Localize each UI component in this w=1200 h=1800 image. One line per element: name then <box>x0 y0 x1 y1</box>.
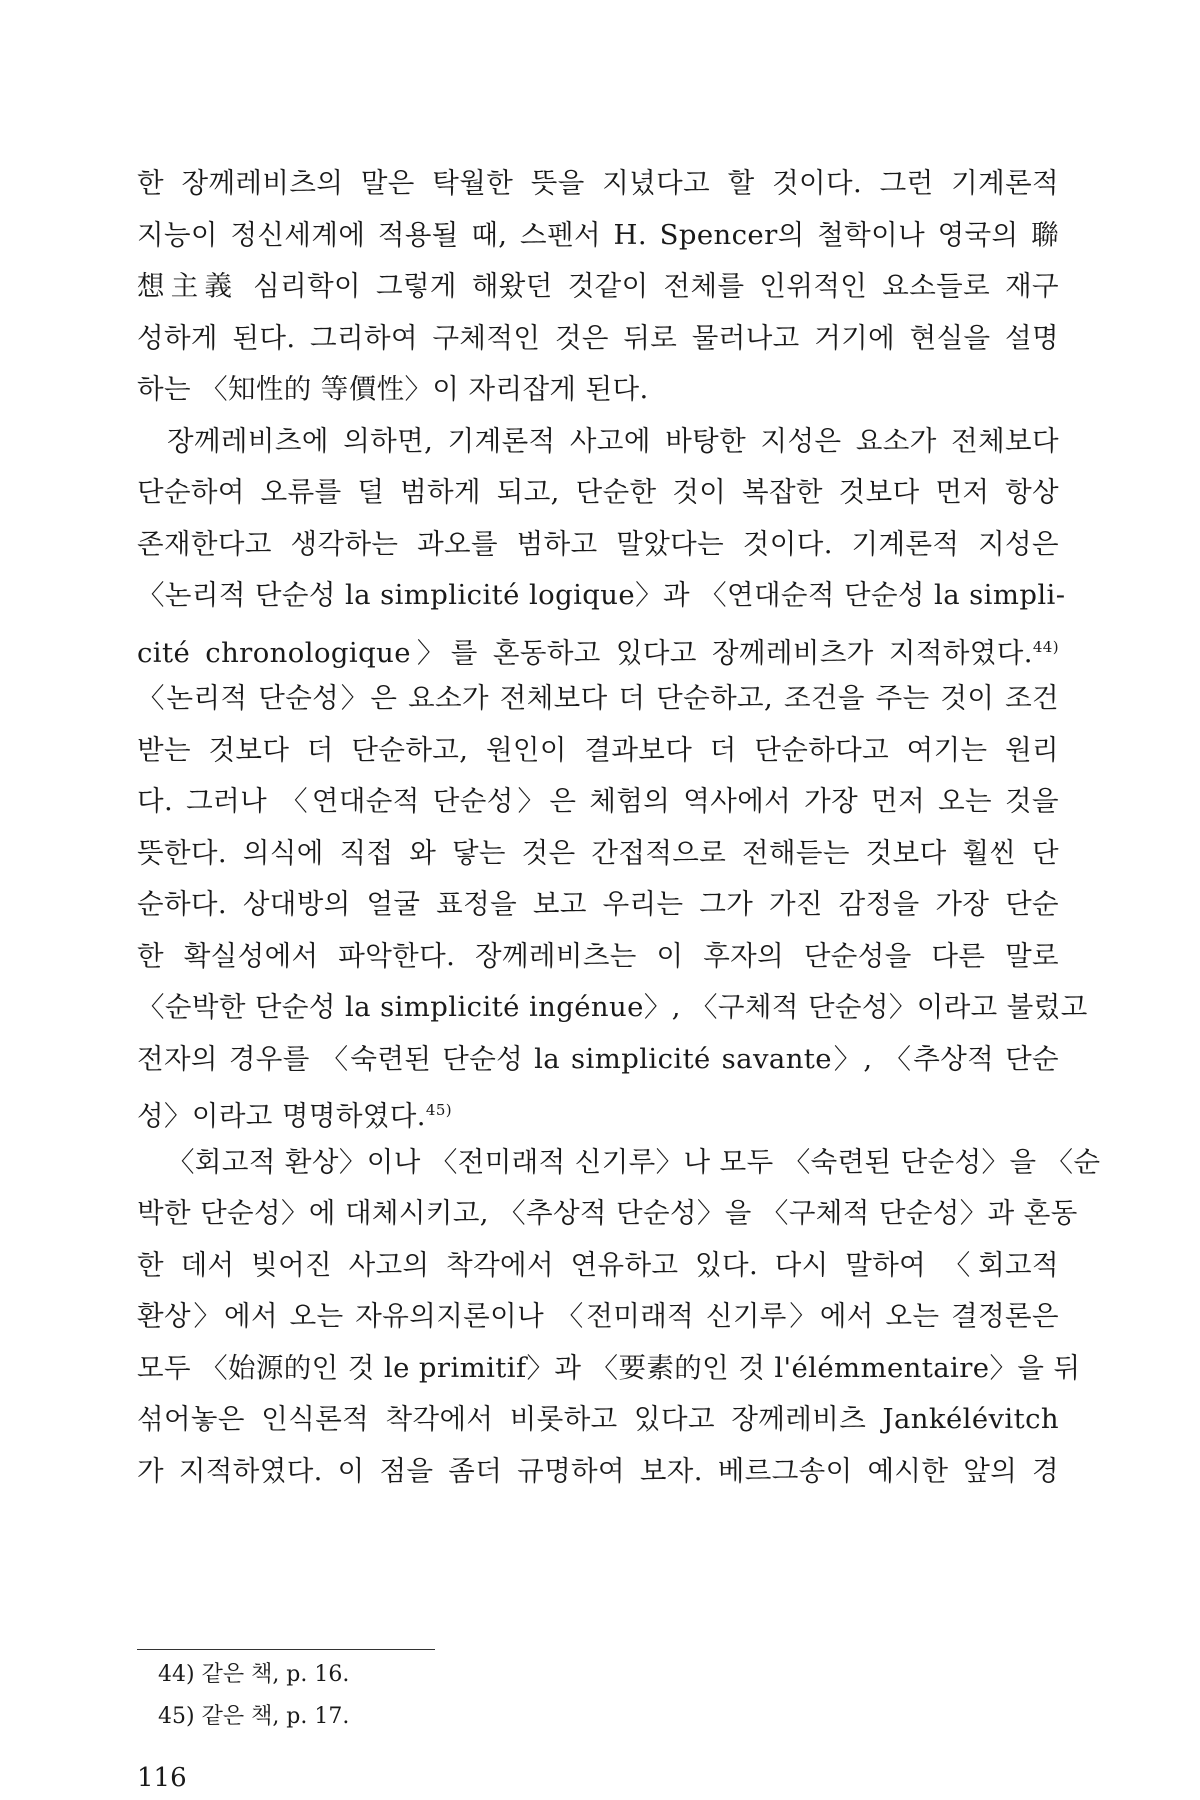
text-line: 섞어놓은 인식론적 착각에서 비롯하고 있다고 장께레비츠 Jankélévitch <box>137 1403 1059 1435</box>
text-line: 모두 〈始源的인 것 le primitif〉과 〈要素的인 것 l'élémmentaire〉을 뒤 <box>137 1351 1081 1384</box>
text-line: 환상〉에서 오는 자유의지론이나 〈전미래적 신기루〉에서 오는 결정론은 <box>137 1300 1059 1332</box>
text-line-with-footnote <box>137 1085 1059 1137</box>
text-line: 한 확실성에서 파악한다. 장께레비츠는 이 후자의 단순성을 다른 말로 <box>137 939 1059 972</box>
text-line: 하는 〈知性的 等價性〉이 자리잡게 된다. <box>137 373 649 405</box>
text-line: 한 데서 빚어진 사고의 착각에서 연유하고 있다. 다시 말하여 〈회고적 <box>137 1248 1059 1281</box>
text-line: 다. 그러나 〈연대순적 단순성〉은 체험의 역사에서 가장 먼저 오는 것을 <box>137 785 1059 817</box>
text-line: 뜻한다. 의식에 직접 와 닿는 것은 간접적으로 전해듣는 것보다 훨씬 단 <box>137 836 1059 869</box>
text-line-content: 성〉이라고 명명하였다. <box>137 1100 426 1133</box>
text-line: 성하게 된다. 그리하여 구체적인 것은 뒤로 물러나고 거기에 현실을 설명 <box>137 321 1059 354</box>
text-line: 존재한다고 생각하는 과오를 범하고 말았다는 것이다. 기계론적 지성은 <box>137 527 1059 560</box>
page-number: 116 <box>137 1763 187 1793</box>
footnote-ref-45: 45) <box>425 1101 453 1119</box>
text-line: 지능이 정신세계에 적용될 때, 스펜서 H. Spencer의 철학이나 영국의 聯 <box>137 218 1059 251</box>
text-line: 한 장께레비츠의 말은 탁월한 뜻을 지녔다고 할 것이다. 그런 기계론적 <box>137 167 1059 199</box>
footnote-ref-44: 44) <box>1032 637 1059 656</box>
footnote-separator-rule <box>137 1649 435 1650</box>
text-line: 〈논리적 단순성 la simplicité logique〉과 〈연대순적 단순성 la simpli- <box>137 579 1066 611</box>
text-line-with-footnote <box>137 622 1059 674</box>
paragraph-start-line: 장께레비츠에 의하면, 기계론적 사고에 바탕한 지성은 요소가 전체보다 <box>167 424 1059 457</box>
main-text-block <box>137 158 1101 1497</box>
text-line: 〈순박한 단순성 la simplicité ingénue〉, 〈구체적 단순성〉이라고 불렀고 <box>137 991 1088 1023</box>
text-line: 전자의 경우를 〈숙련된 단순성 la simplicité savante〉, 〈추상적 단순 <box>137 1042 1059 1075</box>
text-line: 想主義 심리학이 그렇게 해왔던 것같이 전체를 인위적인 요소들로 재구 <box>137 270 1059 302</box>
text-line-content: cité chronologique〉를 혼동하고 있다고 장께레비츠가 지적하였다. <box>137 636 1033 669</box>
text-line: 박한 단순성〉에 대체시키고, 〈추상적 단순성〉을 〈구체적 단순성〉과 혼동 <box>137 1197 1078 1229</box>
footnote-44: 44) 같은 책, p. 16. <box>158 1662 350 1687</box>
text-line: 단순하여 오류를 덜 범하게 되고, 단순한 것이 복잡한 것보다 먼저 항상 <box>137 476 1059 508</box>
text-line: 순하다. 상대방의 얼굴 표정을 보고 우리는 그가 가진 감정을 가장 단순 <box>137 888 1059 920</box>
text-line: 받는 것보다 더 단순하고, 원인이 결과보다 더 단순하다고 여기는 원리 <box>137 733 1059 766</box>
text-line: 가 지적하였다. 이 점을 좀더 규명하여 보자. 베르그송이 예시한 앞의 경 <box>137 1454 1059 1487</box>
paragraph-start-line: 〈회고적 환상〉이나 〈전미래적 신기루〉나 모두 〈숙련된 단순성〉을 〈순 <box>167 1145 1101 1178</box>
footnote-45: 45) 같은 책, p. 17. <box>158 1704 350 1729</box>
text-line: 〈논리적 단순성〉은 요소가 전체보다 더 단순하고, 조건을 주는 것이 조건 <box>137 682 1059 714</box>
